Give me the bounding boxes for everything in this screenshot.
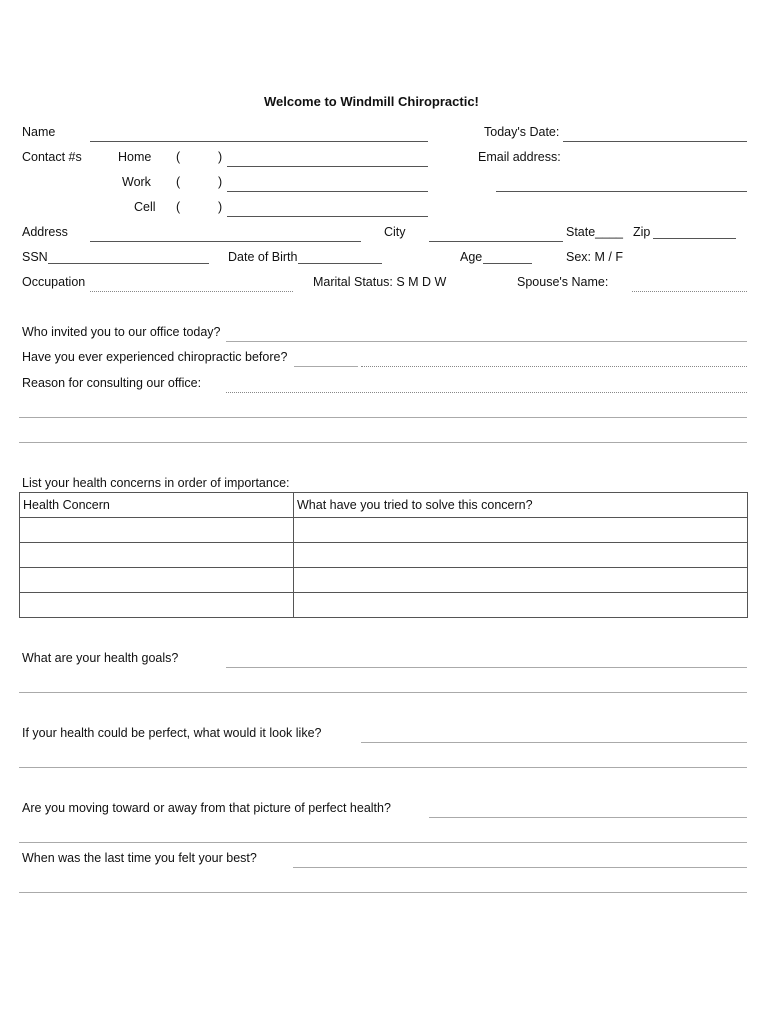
age-label: Age — [460, 250, 483, 264]
work-paren-open: ( — [176, 175, 181, 189]
sex-label: Sex: M / F — [566, 250, 623, 264]
work-label: Work — [122, 175, 151, 189]
felt-best-label: When was the last time you felt your best? — [22, 851, 257, 865]
reason-line-2[interactable] — [19, 417, 747, 418]
felt-best-field[interactable] — [293, 867, 747, 868]
table-row — [20, 593, 748, 618]
goals-label: What are your health goals? — [22, 651, 179, 665]
spouse-name-label: Spouse's Name: — [517, 275, 609, 289]
moving-toward-label: Are you moving toward or away from that picture of perfect health? — [22, 801, 391, 815]
goals-line-2[interactable] — [19, 692, 747, 693]
city-field[interactable] — [429, 241, 563, 242]
concern-cell[interactable] — [20, 518, 294, 543]
table-row — [20, 568, 748, 593]
moving-toward-field[interactable] — [429, 817, 747, 818]
perfect-health-line-2[interactable] — [19, 767, 747, 768]
header-health-concern: Health Concern — [20, 493, 294, 518]
table-header-row — [20, 493, 748, 518]
experienced-label: Have you ever experienced chiropractic before? — [22, 350, 288, 364]
tried-cell[interactable] — [294, 543, 748, 568]
felt-best-line-2[interactable] — [19, 892, 747, 893]
zip-field[interactable] — [653, 238, 736, 239]
invited-field[interactable] — [226, 341, 747, 342]
tried-cell[interactable] — [294, 568, 748, 593]
moving-toward-line-2[interactable] — [19, 842, 747, 843]
home-paren-close: ) — [218, 150, 223, 164]
work-phone-field[interactable] — [227, 191, 428, 192]
address-label: Address — [22, 225, 68, 239]
concern-cell[interactable] — [20, 593, 294, 618]
reason-line-3[interactable] — [19, 442, 747, 443]
table-row — [20, 518, 748, 543]
contact-label: Contact #s — [22, 150, 82, 164]
header-tried-solutions: What have you tried to solve this concern? — [294, 493, 748, 518]
reason-label: Reason for consulting our office: — [22, 376, 202, 390]
concern-cell[interactable] — [20, 543, 294, 568]
tried-cell[interactable] — [294, 518, 748, 543]
home-paren-open: ( — [176, 150, 181, 164]
perfect-health-label: If your health could be perfect, what would it look like? — [22, 726, 322, 740]
reason-field[interactable] — [226, 392, 747, 393]
occupation-field[interactable] — [90, 291, 293, 292]
concern-cell[interactable] — [20, 568, 294, 593]
ssn-field[interactable] — [48, 263, 209, 264]
health-concerns-table — [19, 492, 748, 618]
experienced-field-extra[interactable] — [361, 366, 747, 367]
concerns-label: List your health concerns in order of importance: — [22, 476, 290, 490]
dob-field[interactable] — [298, 263, 382, 264]
tried-cell[interactable] — [294, 593, 748, 618]
name-field[interactable] — [90, 141, 428, 142]
todays-date-label: Today's Date: — [484, 125, 560, 139]
todays-date-field[interactable] — [563, 141, 747, 142]
zip-label: Zip — [633, 225, 651, 239]
cell-paren-close: ) — [218, 200, 223, 214]
cell-phone-field[interactable] — [227, 216, 428, 217]
occupation-label: Occupation — [22, 275, 86, 289]
address-field[interactable] — [90, 241, 361, 242]
email-field[interactable] — [496, 191, 747, 192]
marital-status-label: Marital Status: S M D W — [313, 275, 447, 289]
cell-paren-open: ( — [176, 200, 181, 214]
email-label: Email address: — [478, 150, 561, 164]
dob-label: Date of Birth — [228, 250, 298, 264]
home-phone-field[interactable] — [227, 166, 428, 167]
experienced-field[interactable] — [294, 366, 358, 367]
invited-label: Who invited you to our office today? — [22, 325, 221, 339]
form-title: Welcome to Windmill Chiropractic! — [264, 94, 479, 109]
age-field[interactable] — [483, 263, 532, 264]
goals-field[interactable] — [226, 667, 747, 668]
table-row — [20, 543, 748, 568]
home-label: Home — [118, 150, 152, 164]
name-label: Name — [22, 125, 56, 139]
city-label: City — [384, 225, 406, 239]
perfect-health-field[interactable] — [361, 742, 747, 743]
ssn-label: SSN — [22, 250, 48, 264]
work-paren-close: ) — [218, 175, 223, 189]
spouse-name-field[interactable] — [632, 291, 747, 292]
cell-label: Cell — [134, 200, 156, 214]
state-label: State____ — [566, 225, 623, 239]
